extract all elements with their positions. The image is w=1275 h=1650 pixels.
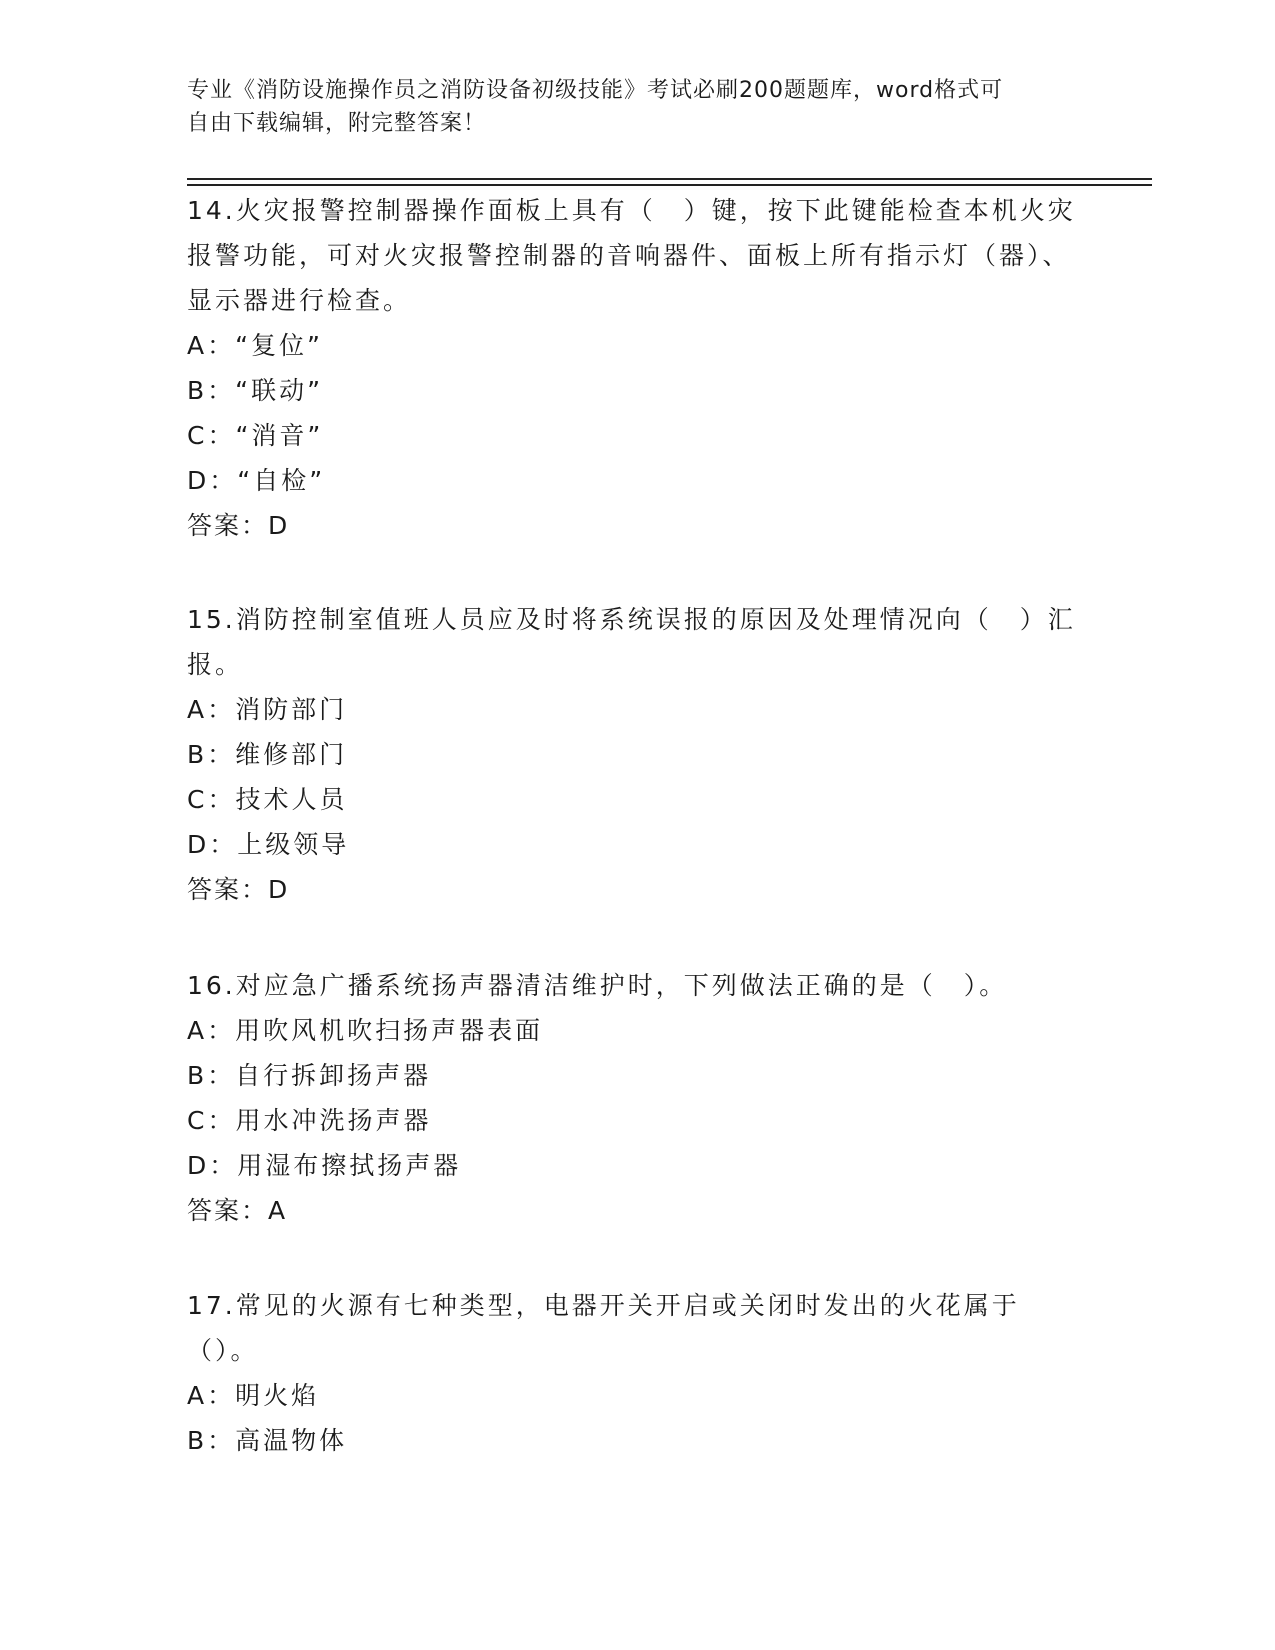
header-line-1: 专业《消防设施操作员之消防设备初级技能》考试必刷200题题库，word格式可 xyxy=(187,78,1004,103)
option-d: D：上级领导 xyxy=(187,830,350,859)
option-a: A：明火焰 xyxy=(187,1381,320,1410)
option-c: C：用水冲洗扬声器 xyxy=(187,1106,432,1135)
question-16 xyxy=(187,963,1087,1233)
document-header xyxy=(187,74,1087,140)
question-text: 15.消防控制室值班人员应及时将系统误报的原因及处理情况向（ ）汇报。 xyxy=(187,605,1076,679)
option-b: B：自行拆卸扬声器 xyxy=(187,1061,432,1090)
option-a: A：用吹风机吹扫扬声器表面 xyxy=(187,1016,544,1045)
option-c: C：技术人员 xyxy=(187,785,348,814)
option-b: B：维修部门 xyxy=(187,740,348,769)
question-text: 14.火灾报警控制器操作面板上具有（ ）键，按下此键能检查本机火灾报警功能，可对火灾报警控制器的音响器件、面板上所有指示灯（器）、显示器进行检查。 xyxy=(187,196,1076,315)
option-b: B：高温物体 xyxy=(187,1426,348,1455)
question-15 xyxy=(187,597,1087,912)
question-text: 17.常见的火源有七种类型，电器开关开启或关闭时发出的火花属于（）。 xyxy=(187,1291,1020,1365)
header-divider-bottom xyxy=(187,184,1152,186)
question-17 xyxy=(187,1283,1087,1463)
option-a: A：“复位” xyxy=(187,331,324,360)
question-text: 16.对应急广播系统扬声器清洁维护时，下列做法正确的是（ ）。 xyxy=(187,971,1008,1000)
option-c: C：“消音” xyxy=(187,421,324,450)
header-line-2: 自由下载编辑，附完整答案！ xyxy=(187,111,487,136)
question-14 xyxy=(187,188,1087,548)
answer: 答案：D xyxy=(187,511,290,540)
option-b: B：“联动” xyxy=(187,376,324,405)
answer: 答案：A xyxy=(187,1196,288,1225)
option-d: D：用湿布擦拭扬声器 xyxy=(187,1151,462,1180)
header-divider-top xyxy=(187,178,1152,180)
option-d: D：“自检” xyxy=(187,466,326,495)
option-a: A：消防部门 xyxy=(187,695,348,724)
answer: 答案：D xyxy=(187,875,290,904)
